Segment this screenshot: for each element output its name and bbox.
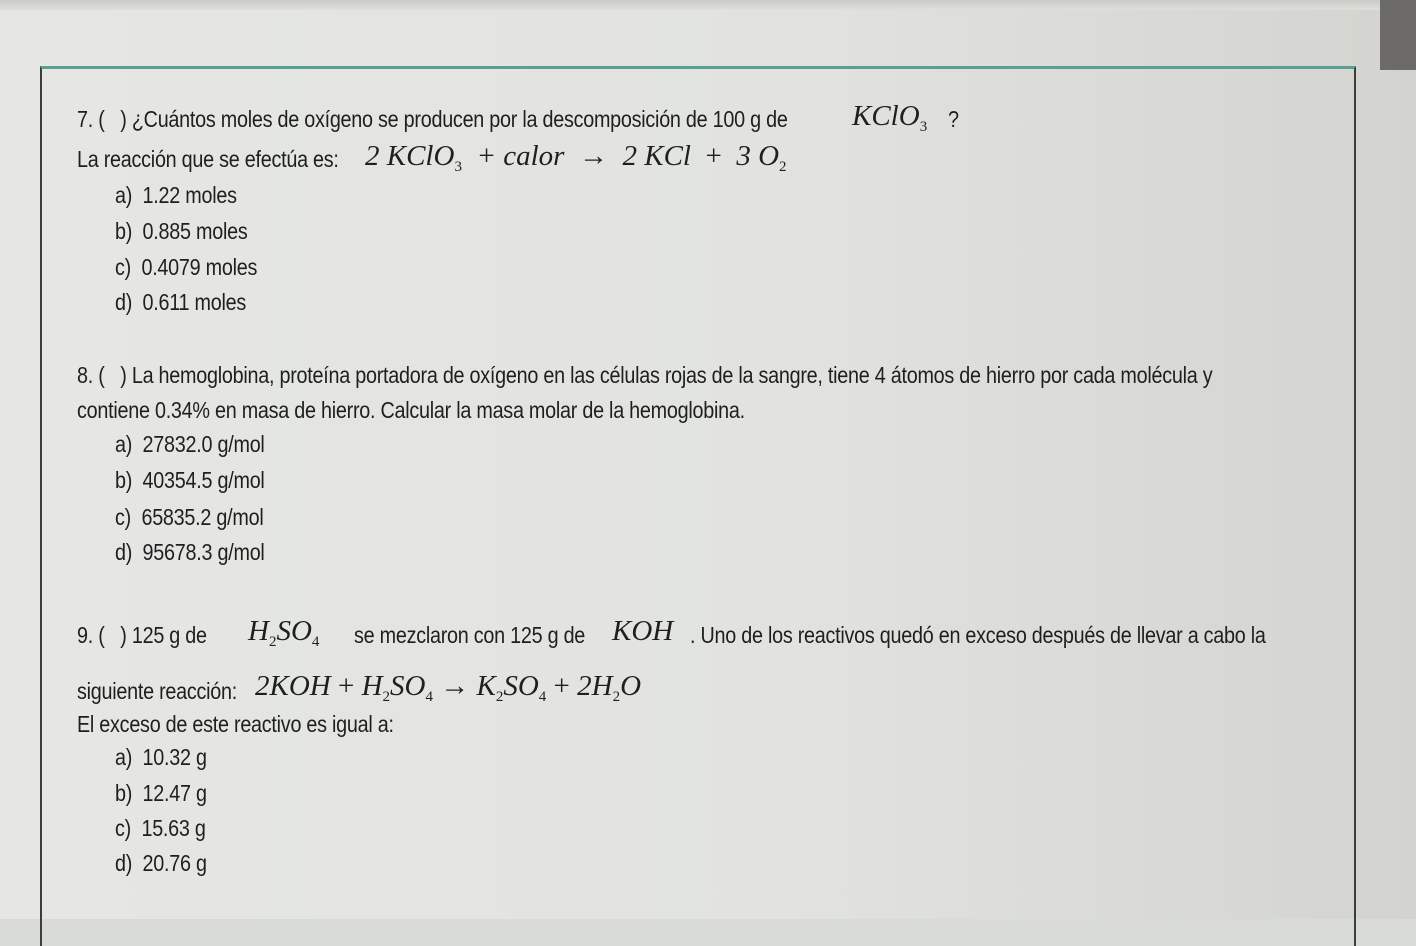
q9-excess-line: El exceso de este reactivo es igual a:	[77, 711, 394, 737]
q7-number: 7. ( ) ¿Cuántos moles de oxígeno se producen por la descomposición de 100 g de	[77, 106, 788, 132]
q8-option-c: c) 65835.2 g/mol	[115, 504, 264, 530]
q8-line2: contiene 0.34% en masa de hierro. Calcular la masa molar de la hemoglobina.	[77, 397, 745, 423]
q7-option-d: d) 0.611 moles	[115, 289, 247, 315]
q7-question-mark: ?	[948, 106, 959, 132]
q9-acid: $H_2SO_4$	[248, 615, 320, 650]
q9-post: . Uno de los reactivos quedó en exceso después de llevar a cabo la	[690, 622, 1266, 648]
q9-option-d: d) 20.76 g	[115, 850, 207, 876]
q8-option-b: b) 40354.5 g/mol	[115, 467, 265, 493]
q9-base: KOH	[612, 615, 674, 647]
page-edge	[0, 0, 1416, 10]
q9-option-c: c) 15.63 g	[115, 815, 206, 841]
book-spine	[1380, 0, 1416, 70]
q7-reaction-intro: La reacción que se efectúa es:	[77, 146, 339, 172]
q7-option-a: a) 1.22 moles	[115, 182, 237, 208]
q8-option-d: d) 95678.3 g/mol	[115, 539, 265, 565]
q9-equation: $2KOH + H_2SO_4 \to K_2SO_4 + 2H_2O$	[255, 670, 642, 705]
q8-line1: 8. ( ) La hemoglobina, proteína portadora de oxígeno en las células rojas de la sangre, tiene 4 átomos de hierro por cada molécula y	[77, 362, 1213, 388]
q8-option-a: a) 27832.0 g/mol	[115, 431, 265, 457]
q7-question: ¿Cuántos moles de oxígeno se producen por la descomposición de 100 g de	[131, 106, 788, 132]
q7-compound: KClO$_3$	[852, 100, 928, 135]
q9-mid: se mezclaron con 125 g de	[354, 622, 586, 648]
q9-number: 9. ( ) 125 g de	[77, 622, 207, 648]
q7-equation: 2 KClO$_3$ + calor → 2 KCl + 3 $O_2$	[365, 140, 787, 175]
q7-option-b: b) 0.885 moles	[115, 218, 248, 244]
q9-reaction-intro: siguiente reacción:	[77, 678, 238, 704]
q9-option-a: a) 10.32 g	[115, 744, 207, 770]
q9-option-b: b) 12.47 g	[115, 780, 207, 806]
q7-option-c: c) 0.4079 moles	[115, 254, 258, 280]
